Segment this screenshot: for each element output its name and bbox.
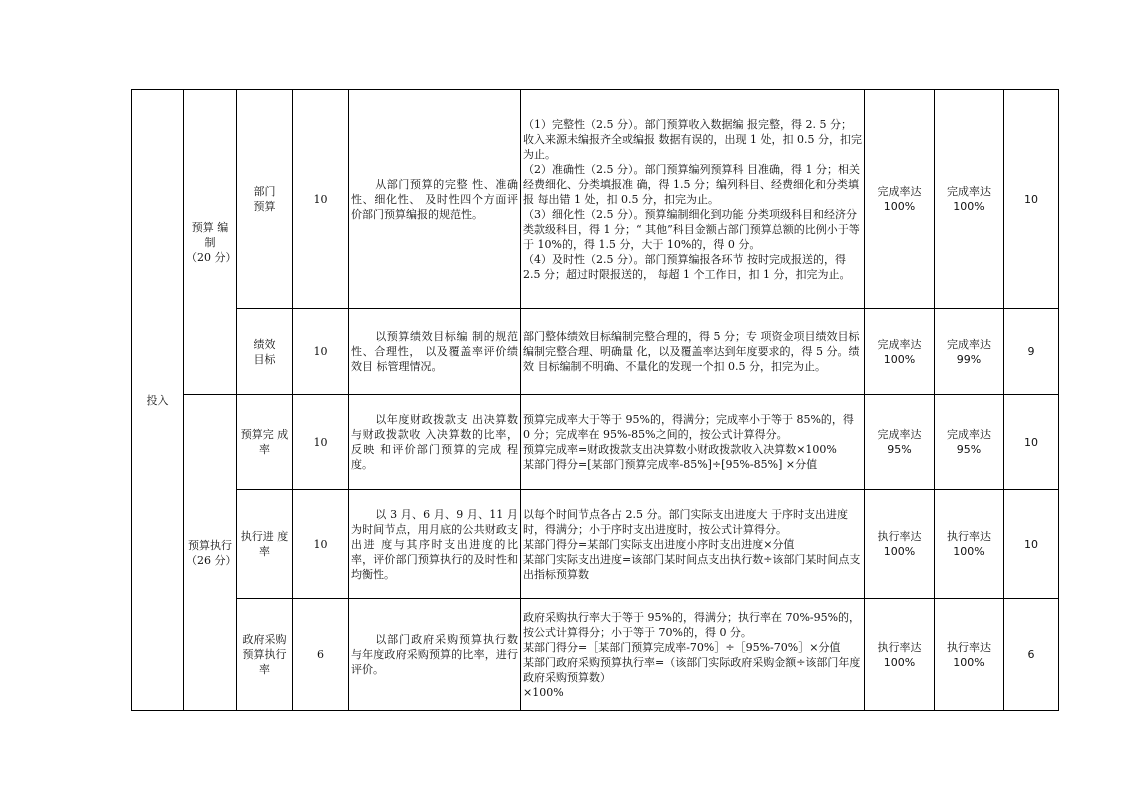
target-value: 执行率达 100% (865, 599, 935, 711)
indicator-description: 以部门政府采购预算执行数与年度政府采购预算的比率，进行评价。 (349, 599, 521, 711)
indicator-description: 以年度财政拨款支 出决算数与财政拨款收 入决算数的比率，反映 和评价部门预算的完成 程度。 (349, 395, 521, 490)
indicator-name: 预算完 成 率 (237, 395, 293, 490)
table-row (132, 490, 1059, 599)
indicator-weight: 6 (293, 599, 349, 711)
indicator-description: 以预算绩效目标编 制的规范性、合理性， 以及覆盖率评价绩效目 标管理情况。 (349, 309, 521, 395)
target-value: 完成率达 100% (865, 90, 935, 309)
scoring-standard: 政府采购执行率大于等于 95%的，得满分；执行率在 70%-95%的，按公式计算得分；小于等于 70%的，得 0 分。 某部门得分=［某部门预算完成率-70%］÷［95%-70%］×分值 某部门政府采购预算执行率=（该部门实际政府采购金额÷该部门年度政府采购预算数） ×100% (521, 599, 865, 711)
score-value: 9 (1004, 309, 1059, 395)
actual-value: 完成率达 99% (935, 309, 1004, 395)
table-row (132, 309, 1059, 395)
table-row (132, 90, 1059, 309)
table-row (132, 599, 1059, 711)
score-value: 10 (1004, 90, 1059, 309)
indicator-weight: 10 (293, 90, 349, 309)
scoring-standard: 预算完成率大于等于 95%的，得满分；完成率小于等于 85%的，得 0 分；完成率在 95%-85%之间的，按公式计算得分。 预算完成率=财政拨款支出决算数小财政拨款收入决算数×100% 某部门得分=[某部门预算完成率-85%]÷[95%-85%] ×分值 (521, 395, 865, 490)
indicator-name: 部门 预算 (237, 90, 293, 309)
indicator-weight: 10 (293, 490, 349, 599)
level2-category: 预算执行 （26 分） (184, 395, 237, 711)
indicator-description: 从部门预算的完整 性、准确性、细化性、 及时性四个方面评价部门预算编报的规范性。 (349, 90, 521, 309)
score-value: 6 (1004, 599, 1059, 711)
indicator-weight: 10 (293, 395, 349, 490)
indicator-name: 政府采购 预算执行 率 (237, 599, 293, 711)
score-value: 10 (1004, 395, 1059, 490)
scoring-standard: （1）完整性（2.5 分）。部门预算收入数据编 报完整，得 2. 5 分；收入来源未编报齐全或编报 数据有误的，出现 1 处，扣 0.5 分，扣完为止。 （2）准确性（2.5 分）。部门预算编列预算科 目准确，得 1 分；相关经费细化、分类填报准 确，得 1.5 分；编列科目、经费细化和分类填报 每出错 1 处，扣 0.5 分，扣完为止。 （3）细化性（2.5 分）。预算编制细化到功能 分类项级科目和经济分类款级科目，得 1 分；“ 其他”科目金额占部门预算总额的比例小于等 于 10%的，得 1.5 分，大于 10%的，得 0 分。 （4）及时性（2.5 分）。部门预算编报各环节 按时完成报送的，得 2.5 分；超过时限报送的， 每超 1 个工作日，扣 1 分，扣完为止。 (521, 90, 865, 309)
indicator-weight: 10 (293, 309, 349, 395)
target-value: 完成率达 100% (865, 309, 935, 395)
level1-category: 投入 (132, 90, 184, 711)
actual-value: 执行率达 100% (935, 490, 1004, 599)
actual-value: 完成率达 95% (935, 395, 1004, 490)
scoring-standard: 部门整体绩效目标编制完整合理的，得 5 分；专 项资金项目绩效目标编制完整合理、明确量 化，以及覆盖率达到年度要求的，得 5 分。绩效 目标编制不明确、不量化的发现一个扣 0.5 分，扣完为止。 (521, 309, 865, 395)
scoring-standard: 以每个时间节点各占 2.5 分。部门实际支出进度大 于序时支出进度时，得满分；小于序时支出进度时，按公式计算得分。 某部门得分=某部门实际支出进度小序时支出进度×分值 某部门实际支出进度=该部门某时间点支出执行数÷该部门某时间点支出指标预算数 (521, 490, 865, 599)
target-value: 完成率达 95% (865, 395, 935, 490)
target-value: 执行率达 100% (865, 490, 935, 599)
actual-value: 执行率达 100% (935, 599, 1004, 711)
score-value: 10 (1004, 490, 1059, 599)
level2-category: 预算 编 制 （20 分） (184, 90, 237, 395)
indicator-name: 绩效 目标 (237, 309, 293, 395)
actual-value: 完成率达 100% (935, 90, 1004, 309)
evaluation-table (131, 89, 1059, 711)
indicator-description: 以 3 月、6 月、9 月、11 月为时间节点，用月底的公共财政支出进 度与其序时支出进度的比率，评价部门预算执行的及时性和均衡性。 (349, 490, 521, 599)
table-row (132, 395, 1059, 490)
indicator-name: 执行进 度 率 (237, 490, 293, 599)
